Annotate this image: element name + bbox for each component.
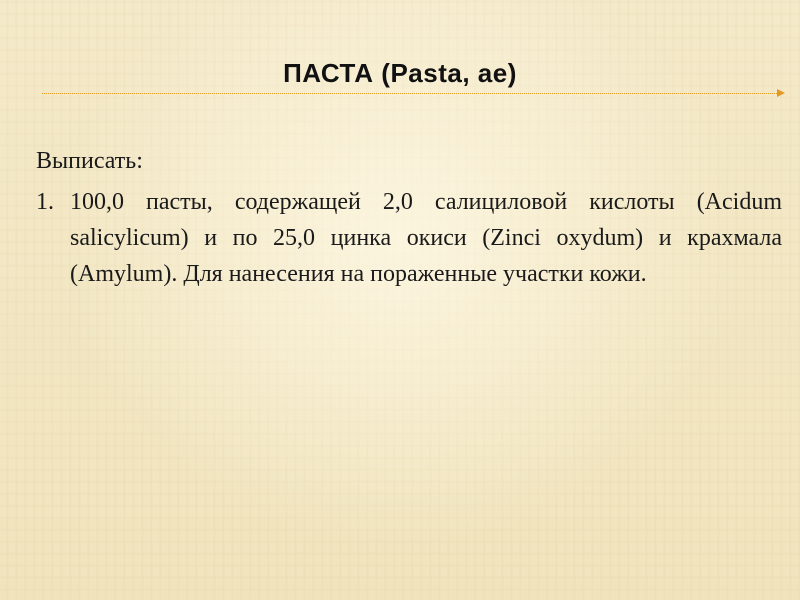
lead-text: Выписать: [36,148,143,174]
list-item-number: 1. [36,189,54,215]
list-item-text: 100,0 пасты, содержащей 2,0 салициловой кислоты (Acidum salicylicum) и по 25,0 цинка окиси (Zinci oxydum) и крахмала (Amylum). Для нанесения на пораженные участки кожи. [70,189,782,287]
slide-title: ПАСТА (Pasta, ae) [283,58,517,88]
divider-arrow-icon [777,89,785,97]
title-divider [42,93,777,94]
slide-content [36,143,782,292]
list-item [36,184,782,292]
